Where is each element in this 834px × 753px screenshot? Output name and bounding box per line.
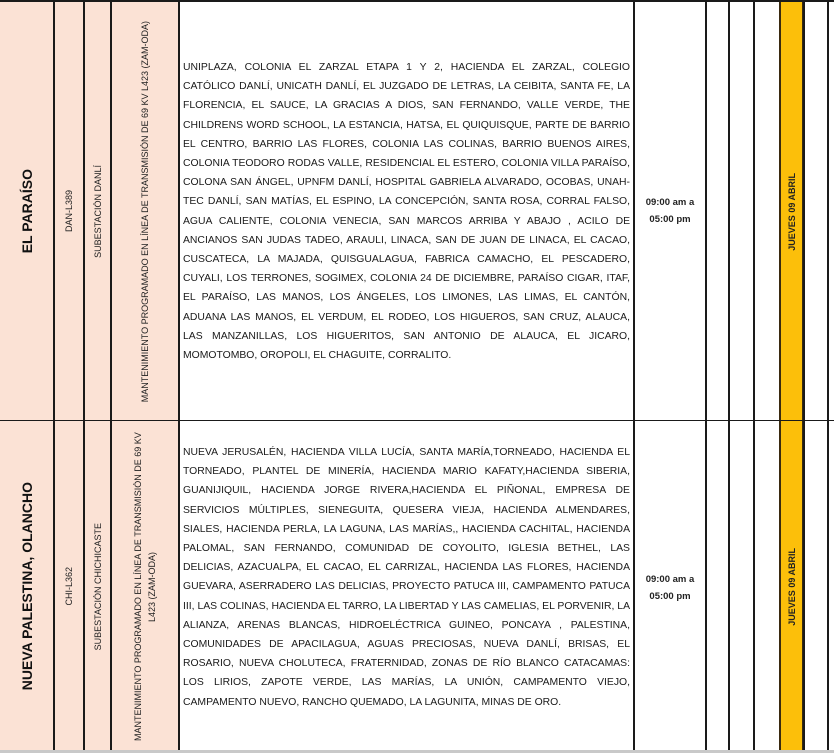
work-description-cell	[110, 421, 178, 752]
empty-cell	[753, 2, 779, 421]
substation-name: SUBESTACIÓN CHICHICASTE	[92, 522, 103, 651]
empty-cell	[728, 2, 753, 421]
empty-cell	[827, 421, 834, 752]
time-cell	[633, 2, 705, 421]
time-start: 09:00 am a	[645, 574, 695, 585]
empty-cell	[728, 421, 753, 752]
empty-cell	[803, 2, 827, 421]
date-label: JUEVES 09 ABRIL	[786, 172, 797, 251]
time-range	[635, 194, 705, 228]
circuit-code-cell	[53, 421, 83, 752]
time-cell	[633, 421, 705, 752]
empty-cell	[827, 2, 834, 421]
work-description: MANTENIMIENTO PROGRAMADO EN LÍNEA DE TRANSMISIÓN DE 69 KV L423 (ZAM-ODA)	[140, 20, 150, 403]
work-description: MANTENIMIENTO PROGRAMADO EN LÍNEA DE TRANSMISIÓN DE 69 KV L423 (ZAM-ODA)	[133, 432, 157, 741]
table-row	[0, 2, 834, 421]
date-cell	[779, 2, 803, 421]
department-cell	[0, 421, 53, 752]
empty-cell	[705, 421, 728, 752]
department-cell	[0, 2, 53, 421]
substation-name: SUBESTACIÓN DANLÍ	[92, 165, 103, 258]
substation-cell	[83, 2, 110, 421]
empty-cell	[705, 2, 728, 421]
circuit-code-cell	[53, 2, 83, 421]
time-start: 09:00 am a	[645, 197, 695, 208]
work-description-cell	[110, 2, 178, 421]
affected-zones-cell	[178, 421, 633, 752]
department-label: NUEVA PALESTINA, OLANCHO	[18, 482, 35, 691]
time-end: 05:00 pm	[649, 591, 691, 602]
table-row	[0, 421, 834, 752]
substation-cell	[83, 421, 110, 752]
empty-cell	[753, 421, 779, 752]
date-label: JUEVES 09 ABRIL	[786, 547, 797, 626]
affected-zones-text: UNIPLAZA, COLONIA EL ZARZAL ETAPA 1 Y 2, HACIENDA EL ZARZAL, COLEGIO CATÓLICO DANLÍ, UNICATH DANLÍ, EL JUZGADO DE LETRAS, LA CEIBITA, SANTA FE, LA FLORENCIA, EL SAUCE, LA GRACIAS A DIOS, SAN FERNANDO, VALLE VERDE, THE CHILDRENS WORD SCHOOL, LA ESTANCIA, HATSA, EL QUIQUISQUE, PARTE DE BARRIO EL CENTRO, BARRIO LAS FLORES, COLONIA LAS COLINAS, BARRIO BUENOS AIRES, COLONIA TEODORO RODAS VALLE, RESIDENCIAL EL ESTERO, COLONIA VILLA PARAÍSO, COLONA SAN ÁNGEL, UPNFM DANLÍ, HOSPITAL GABRIELA ALVARADO, OCOBAS, UNAH-TEC DANLÍ, SAN MATÍAS, EL ESPINO, LA CONCEPCIÓN, SANTA ROSA, CORRAL FALSO, AGUA CALIENTE, COLONIA VENECIA, SAN MARCOS ARRIBA Y ABAJO , ACILO DE ANCIANOS SAN JUDAS TADEO, ARAULI, LINACA, SAN DE JUAN DE LINACA, EL CACAO, CUSCATECA, LA MAJADA, QUISGUALAGUA, FABRICA CAMACHO, EL PESCADERO, CUYALI, LOS TERRONES, SOGIMEX, COLONIA 24 DE DICIEMBRE, PARAÍSO CIGAR, ITAF, EL PARAÍSO, LAS MANOS, LOS ÁNGELES, LOS LIMONES, LAS LIMAS, EL CANTÓN, ADUANA LAS MANOS, EL VERDUM, EL RODEO, LOS HIGUEROS, SAN CRUZ, ALAUCA, LAS MANZANILLAS, LOS HIGUERITOS, SAN ANTONIO DE ALAUCA, EL JICARO, MOMOTOMBO, OROPOLI, EL CHAGUITE, CORRALITO.	[183, 62, 630, 362]
affected-zones-cell	[178, 2, 633, 421]
date-cell	[779, 421, 803, 752]
time-end: 05:00 pm	[649, 214, 691, 225]
department-label: EL PARAÍSO	[18, 169, 35, 254]
time-range	[635, 571, 705, 605]
circuit-code: CHI-L362	[64, 567, 74, 606]
affected-zones-text: NUEVA JERUSALÉN, HACIENDA VILLA LUCÍA, SANTA MARÍA,TORNEADO, HACIENDA EL TORNEADO, PLANTEL DE MINERÍA, HACIENDA MARIO KAFATY,HACIENDA SIBERIA, GUANIJIQUIL, HACIENDA JORGE RIVERA,HACIENDA EL PIÑONAL, EMPRESA DE SERVICIOS MÚLTIPLES, SIENEGUITA, QUESERA VIEJA, HACIENDA ALMENDARES, SIALES, HACIENDA PERLA, LA LAGUNA, LAS MARÍAS,, HACIENDA CACHITAL, HACIENDA PALOMAL, SAN FERNANDO, COMUNIDAD DE COYOLITO, IGLESIA BETHEL, LAS DELICIAS, AZACUALPA, EL CACAO, EL CARRIZAL, HACIENDA LAS FLORES, HACIENDA GUEVARA, ASERRADERO LAS DELICIAS, PROYECTO PATUCA III, CAMPAMENTO PATUCA III, LAS COLINAS, HACIENDA EL TARRO, LA LIBERTAD Y LAS CAMELIAS, EL PORVENIR, LA ALIANZA, ARENAS BLANCAS, HIDROELÉCTRICA GUINEO, PONCAYA , PALESTINA, COMUNIDADES DE APACILAGUA, AGUAS PRECIOSAS, NUEVA DANLÍ, BRISAS, EL ROSARIO, NUEVA CHOLUTECA, FRATERNIDAD, ZONAS DE RÍO BLANCO CATACAMAS: LOS LIRIOS, ZAPOTE VERDE, LAS MARÍAS, LA UNIÓN, CAMPAMENTO VIEJO, CAMPAMENTO NUEVO, RANCHO QUEMADO, LA LAGUNITA, MINAS DE ORO.	[183, 447, 630, 708]
empty-cell	[803, 421, 827, 752]
circuit-code: DAN-L389	[64, 190, 74, 233]
